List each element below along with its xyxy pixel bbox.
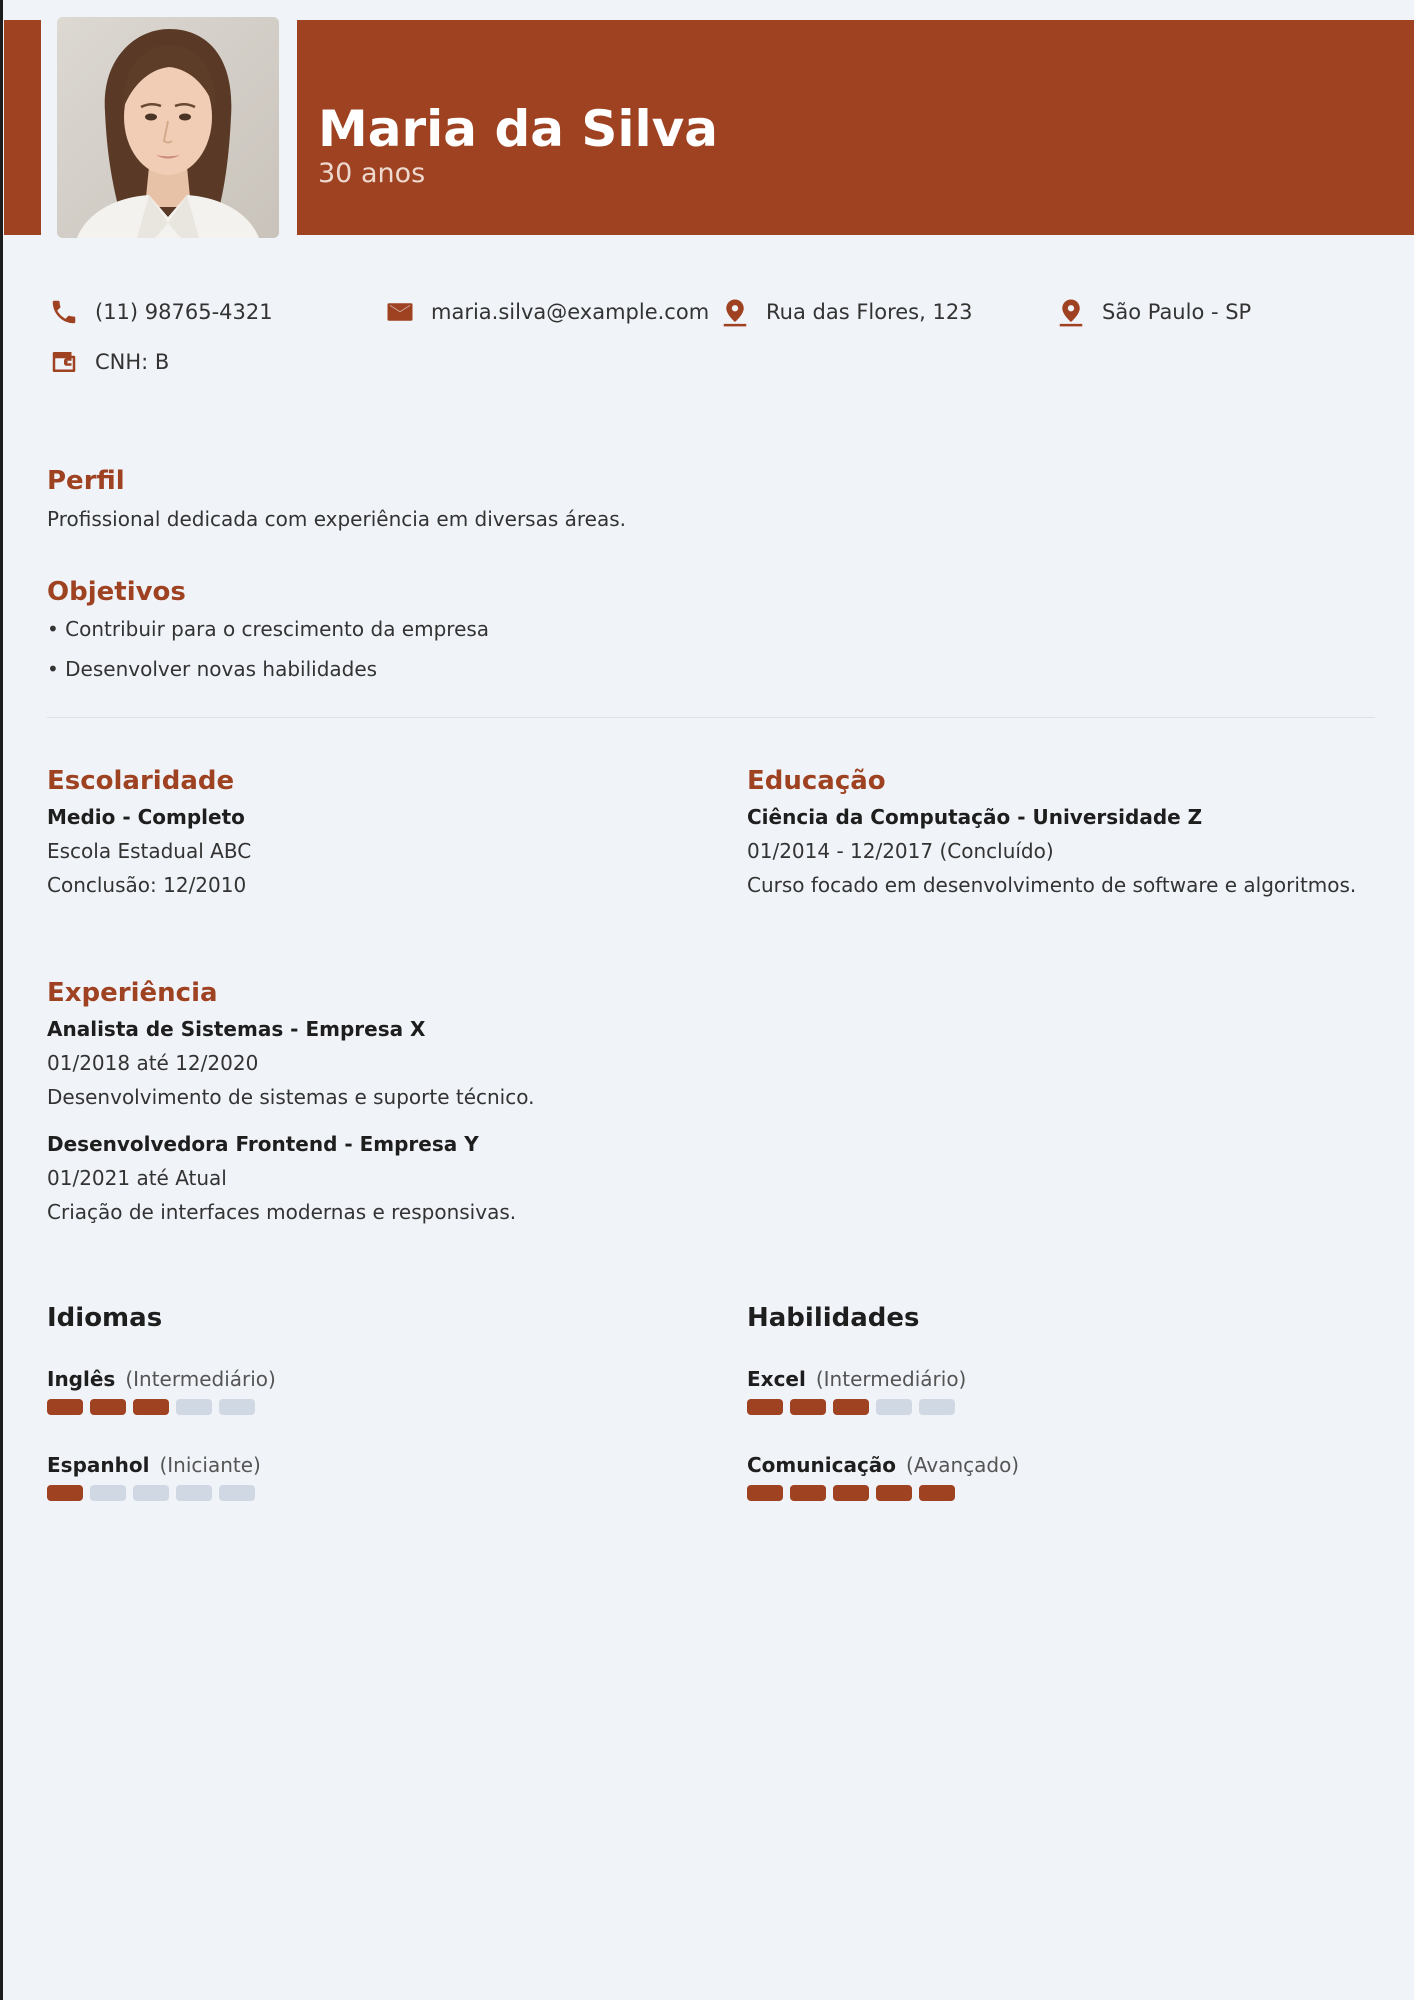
level-segment-empty bbox=[90, 1485, 126, 1501]
level-segment-filled bbox=[876, 1485, 912, 1501]
level-segment-empty bbox=[876, 1399, 912, 1415]
section-divider bbox=[47, 717, 1375, 718]
perfil-title: Perfil bbox=[47, 466, 125, 496]
candidate-age: 30 anos bbox=[318, 158, 426, 189]
job-role: Desenvolvedora Frontend - Empresa Y bbox=[47, 1132, 479, 1156]
idioma-level: (Intermediário) bbox=[125, 1367, 276, 1391]
idiomas-title: Idiomas bbox=[47, 1303, 163, 1333]
contact-phone-text: (11) 98765-4321 bbox=[95, 300, 273, 324]
profile-photo bbox=[57, 17, 279, 238]
level-segment-filled bbox=[833, 1399, 869, 1415]
idioma-level: (Iniciante) bbox=[159, 1453, 261, 1477]
habilidade-label bbox=[747, 1453, 1019, 1477]
job-period: 01/2018 até 12/2020 bbox=[47, 1051, 259, 1075]
job-role: Analista de Sistemas - Empresa X bbox=[47, 1017, 426, 1041]
contact-address bbox=[718, 295, 973, 329]
idioma-label bbox=[47, 1453, 261, 1477]
experiencia-title: Experiência bbox=[47, 978, 218, 1008]
escolaridade-title: Escolaridade bbox=[47, 766, 235, 796]
level-segment-filled bbox=[747, 1399, 783, 1415]
level-segment-filled bbox=[790, 1399, 826, 1415]
level-segment-filled bbox=[747, 1485, 783, 1501]
level-segment-empty bbox=[176, 1485, 212, 1501]
habilidade-name: Excel bbox=[747, 1367, 806, 1391]
level-segment-filled bbox=[47, 1399, 83, 1415]
escolaridade-conclusion: Conclusão: 12/2010 bbox=[47, 873, 247, 897]
contact-license-text: CNH: B bbox=[95, 350, 170, 374]
idioma-label bbox=[47, 1367, 276, 1391]
level-segment-filled bbox=[919, 1485, 955, 1501]
contact-email bbox=[383, 295, 709, 329]
educacao-title: Educação bbox=[747, 766, 886, 796]
portrait-image bbox=[57, 17, 279, 238]
contact-city bbox=[1054, 295, 1251, 329]
idioma-name: Espanhol bbox=[47, 1453, 150, 1477]
level-segment-filled bbox=[833, 1485, 869, 1501]
level-segment-empty bbox=[133, 1485, 169, 1501]
phone-icon bbox=[47, 295, 81, 329]
idioma-name: Inglês bbox=[47, 1367, 116, 1391]
contact-license bbox=[47, 345, 169, 379]
level-segment-empty bbox=[176, 1399, 212, 1415]
wallet-icon bbox=[47, 345, 81, 379]
location-pin-icon bbox=[718, 295, 752, 329]
contact-address-text: Rua das Flores, 123 bbox=[766, 300, 973, 324]
perfil-text: Profissional dedicada com experiência em diversas áreas. bbox=[47, 507, 626, 531]
contact-phone bbox=[47, 295, 273, 329]
objetivo-item: • Desenvolver novas habilidades bbox=[47, 657, 378, 681]
habilidade-level: (Intermediário) bbox=[815, 1367, 967, 1391]
mail-icon bbox=[383, 295, 417, 329]
educacao-description: Curso focado em desenvolvimento de software e algoritmos. bbox=[747, 873, 1357, 897]
educacao-course: Ciência da Computação - Universidade Z bbox=[747, 805, 1203, 829]
objetivo-item: • Contribuir para o crescimento da empresa bbox=[47, 617, 490, 641]
level-segment-filled bbox=[133, 1399, 169, 1415]
habilidade-level: (Avançado) bbox=[906, 1453, 1020, 1477]
level-segment-filled bbox=[90, 1399, 126, 1415]
job-description: Criação de interfaces modernas e responsivas. bbox=[47, 1200, 517, 1224]
escolaridade-level: Medio - Completo bbox=[47, 805, 245, 829]
page-left-edge bbox=[0, 0, 3, 2000]
habilidade-label bbox=[747, 1367, 966, 1391]
objetivos-title: Objetivos bbox=[47, 577, 186, 607]
level-segment-empty bbox=[219, 1485, 255, 1501]
contact-city-text: São Paulo - SP bbox=[1102, 300, 1252, 324]
habilidades-title: Habilidades bbox=[747, 1303, 920, 1333]
candidate-name: Maria da Silva bbox=[318, 100, 718, 158]
header-band-left bbox=[4, 20, 41, 235]
level-segment-filled bbox=[47, 1485, 83, 1501]
educacao-period: 01/2014 - 12/2017 (Concluído) bbox=[747, 839, 1054, 863]
escolaridade-school: Escola Estadual ABC bbox=[47, 839, 252, 863]
idioma-level-bar bbox=[47, 1399, 255, 1415]
location-pin-icon bbox=[1054, 295, 1088, 329]
job-period: 01/2021 até Atual bbox=[47, 1166, 227, 1190]
level-segment-filled bbox=[790, 1485, 826, 1501]
habilidade-level-bar bbox=[747, 1399, 955, 1415]
job-description: Desenvolvimento de sistemas e suporte técnico. bbox=[47, 1085, 535, 1109]
idioma-level-bar bbox=[47, 1485, 255, 1501]
contact-email-text: maria.silva@example.com bbox=[431, 300, 710, 324]
habilidade-level-bar bbox=[747, 1485, 955, 1501]
level-segment-empty bbox=[919, 1399, 955, 1415]
habilidade-name: Comunicação bbox=[747, 1453, 897, 1477]
level-segment-empty bbox=[219, 1399, 255, 1415]
